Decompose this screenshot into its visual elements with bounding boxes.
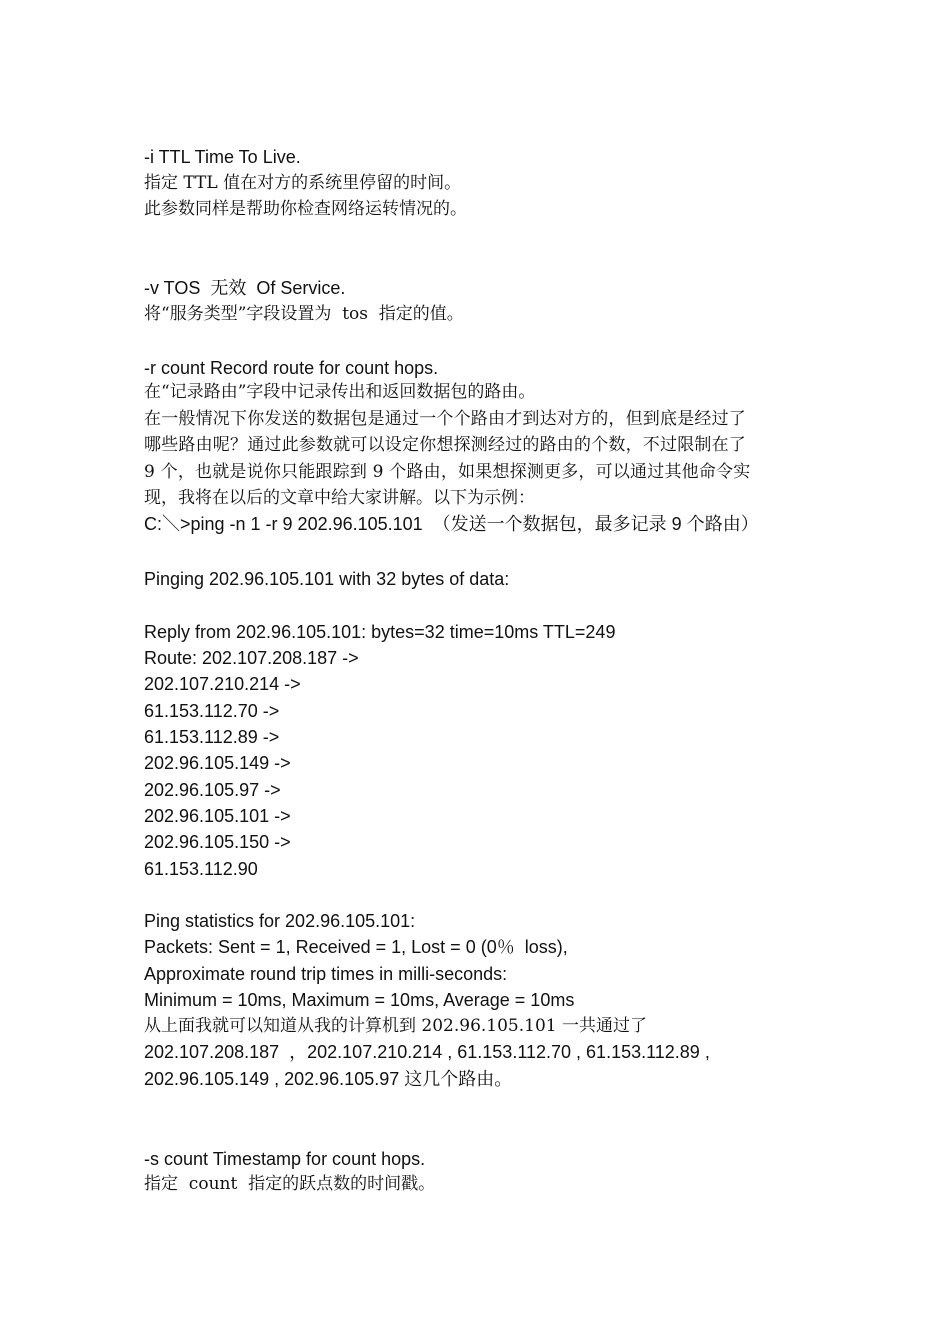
route-output-line: 61.153.112.90 [144, 859, 258, 879]
timestamp-option-header: -s count Timestamp for count hops. [144, 1149, 426, 1169]
ttl-description-line: 指定 TTL 值在对方的系统里停留的时间。 [144, 173, 462, 193]
conclusion-line: 202.96.105.149 , 202.96.105.97 这几个路由。 [144, 1069, 513, 1089]
example-command-line: C:＼>ping -n 1 -r 9 202.96.105.101 （发送一个数据包，最多记录 9 个路由） [144, 514, 759, 534]
timestamp-description-line: 指定 count 指定的跃点数的时间戳。 [144, 1174, 436, 1194]
pinging-output-line: Pinging 202.96.105.101 with 32 bytes of data: [144, 569, 510, 589]
route-output-line: 202.107.210.214 -> [144, 674, 301, 694]
record-route-option-header: -r count Record route for count hops. [144, 358, 439, 378]
record-route-paragraph-line: 现，我将在以后的文章中给大家讲解。以下为示例： [144, 488, 535, 508]
route-output-line: 61.153.112.89 -> [144, 727, 280, 747]
stats-output-line: Minimum = 10ms, Maximum = 10ms, Average = 10ms [144, 990, 575, 1010]
tos-option-header: -v TOS 无效 Of Service. [144, 278, 346, 298]
record-route-paragraph-line: 在一般情况下你发送的数据包是通过一个个路由才到达对方的，但到底是经过了 [144, 409, 746, 429]
tos-description-line: 将“服务类型”字段设置为 tos 指定的值。 [144, 304, 464, 324]
stats-output-line: Packets: Sent = 1, Received = 1, Lost = 0 (0％ loss), [144, 937, 568, 957]
record-route-description-line: 在“记录路由”字段中记录传出和返回数据包的路由。 [144, 382, 536, 402]
stats-output-line: Approximate round trip times in milli-seconds: [144, 964, 508, 984]
route-output-line: 202.96.105.101 -> [144, 806, 291, 826]
route-output-line: Route: 202.107.208.187 -> [144, 648, 359, 668]
conclusion-line: 从上面我就可以知道从我的计算机到 202.96.105.101 一共通过了 [144, 1016, 647, 1036]
route-output-line: 61.153.112.70 -> [144, 701, 280, 721]
route-output-line: 202.96.105.97 -> [144, 780, 281, 800]
route-output-line: 202.96.105.149 -> [144, 753, 291, 773]
stats-output-line: Ping statistics for 202.96.105.101: [144, 911, 416, 931]
ttl-option-header: -i TTL Time To Live. [144, 147, 301, 167]
record-route-paragraph-line: 9 个，也就是说你只能跟踪到 9 个路由，如果想探测更多，可以通过其他命令实 [144, 462, 751, 482]
reply-output-line: Reply from 202.96.105.101: bytes=32 time=10ms TTL=249 [144, 622, 616, 642]
route-output-line: 202.96.105.150 -> [144, 832, 291, 852]
record-route-paragraph-line: 哪些路由呢？通过此参数就可以设定你想探测经过的路由的个数，不过限制在了 [144, 435, 746, 455]
ttl-description-line: 此参数同样是帮助你检查网络运转情况的。 [144, 199, 467, 219]
conclusion-line: 202.107.208.187 ，202.107.210.214 , 61.153.112.70 , 61.153.112.89 , [144, 1042, 710, 1062]
